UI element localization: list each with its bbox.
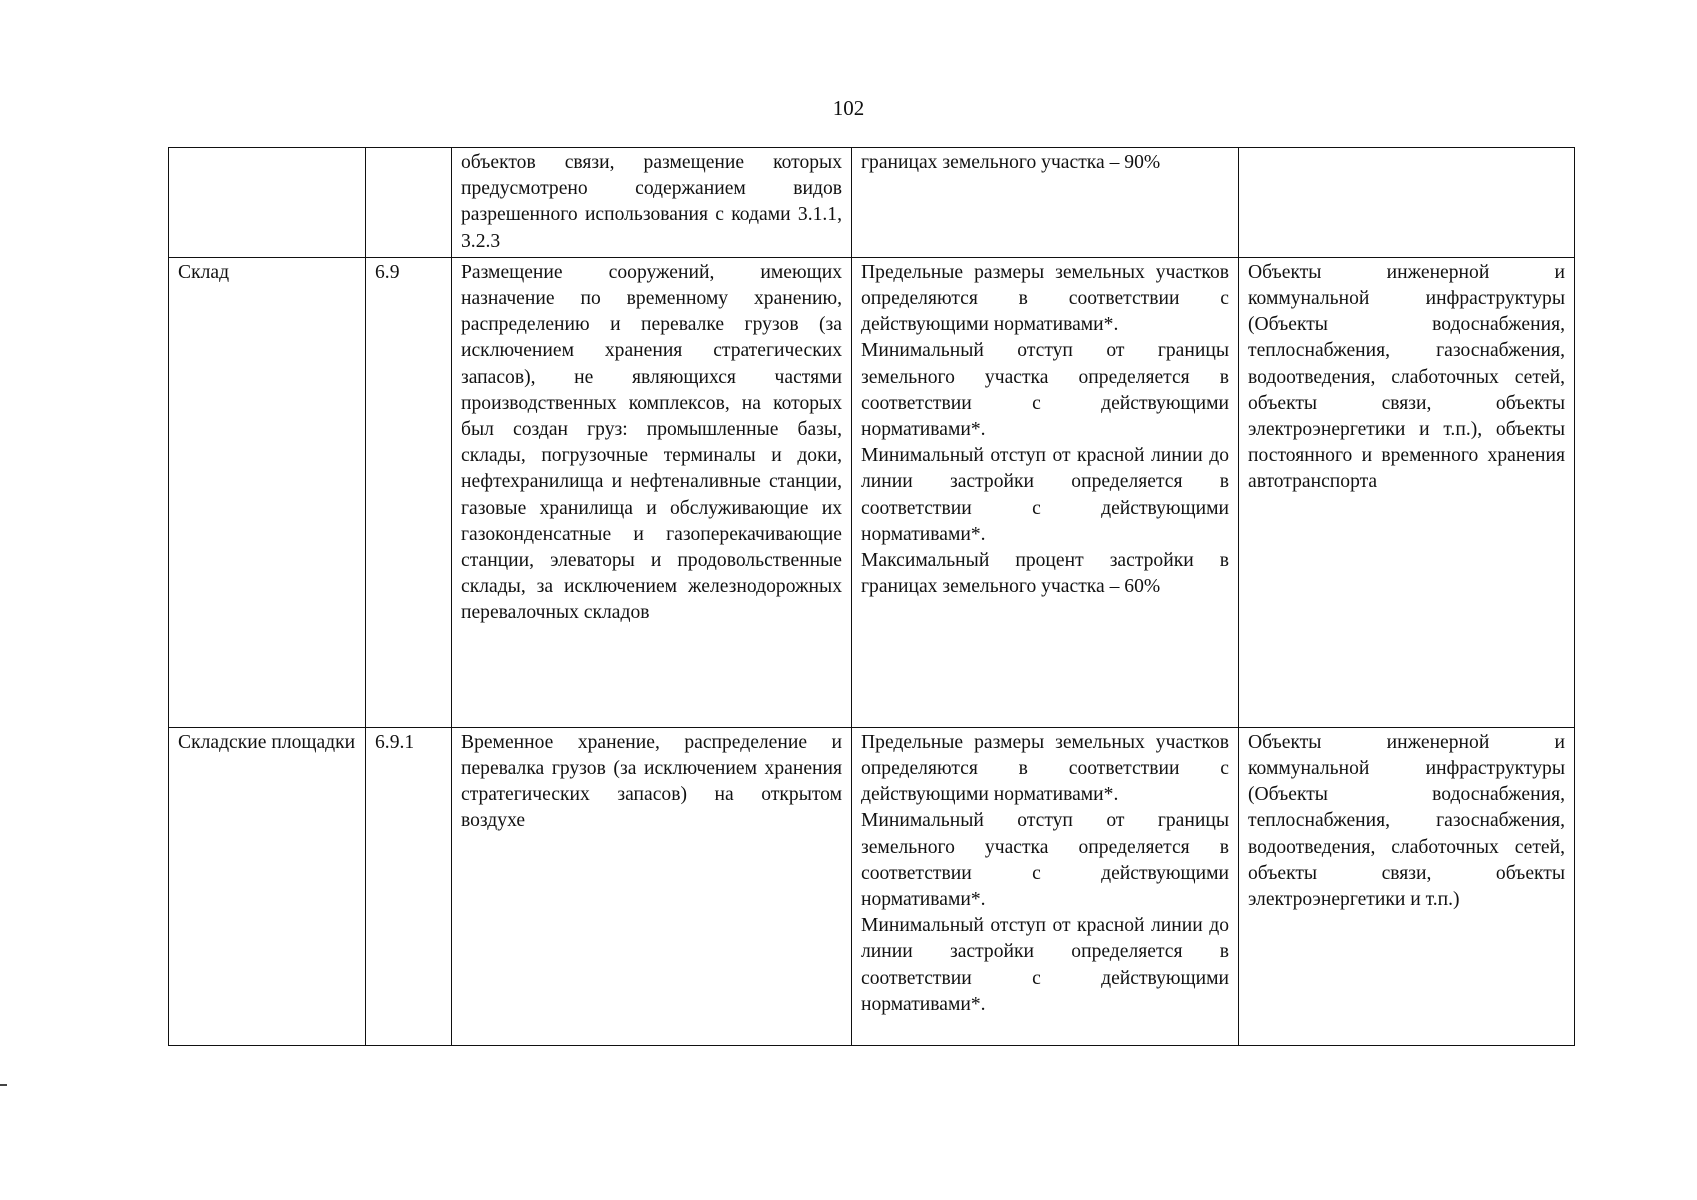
page-number: 102 bbox=[832, 96, 865, 120]
description-paragraph: объектов связи, размещение которых предусмотрено содержанием видов разрешенного использования с кодами 3.1.1, 3.2.3 bbox=[461, 152, 842, 252]
parameter-paragraph: Минимальный отступ от красной линии до линии застройки определяется в соответствии с действующими нормативами*. bbox=[861, 445, 1229, 545]
description-paragraph: Временное хранение, распределение и перевалка грузов (за исключением хранения стратегических запасов) на открытом воздухе bbox=[461, 731, 842, 832]
parameters-cell bbox=[852, 148, 1239, 258]
use-description-cell bbox=[452, 727, 852, 1045]
use-code-cell bbox=[366, 148, 452, 258]
parameter-paragraph: границах земельного участка – 90% bbox=[861, 152, 1161, 173]
auxiliary-uses-cell: Объекты инженерной и коммунальной инфраструктуры (Объекты водоснабжения, теплоснабжения, газоснабжения, водоотведения, слаботочных сетей, объекты связи, объекты электроэнергетики и т.п.), объекты постоянного и временного хранения автотранспорта bbox=[1239, 257, 1575, 727]
table-row bbox=[169, 257, 1575, 727]
use-description-cell bbox=[452, 148, 852, 258]
parameter-paragraph: Минимальный отступ от красной линии до линии застройки определяется в соответствии с действующими нормативами*. bbox=[861, 915, 1229, 1015]
auxiliary-uses-cell bbox=[1239, 148, 1575, 258]
table-row bbox=[169, 148, 1575, 258]
table-row bbox=[169, 727, 1575, 1045]
land-use-table bbox=[168, 147, 1575, 1046]
description-paragraph: Размещение сооружений, имеющих назначение по временному хранению, распределению и перевалке грузов (за исключением хранения стратегических запасов), не являющихся частями производственных комплексов, на которых был создан груз: промышленные базы, склады, погрузочные терминалы и доки, нефтехранилища и нефтеналивные станции, газовые хранилища и обслуживающие их газоконденсатные и газоперекачивающие станции, элеваторы и продовольственные склады, за исключением железнодорожных перевалочных складов bbox=[461, 261, 842, 624]
parameters-cell bbox=[852, 727, 1239, 1045]
parameter-paragraph: Предельные размеры земельных участков определяются в соответствии с действующими нормативами*. bbox=[861, 731, 1229, 806]
parameter-paragraph: Минимальный отступ от границы земельного участка определяется в соответствии с действующими нормативами*. bbox=[861, 810, 1229, 911]
parameters-cell bbox=[852, 257, 1239, 727]
use-name-cell: Склад bbox=[169, 257, 366, 727]
parameter-paragraph: Предельные размеры земельных участков определяются в соответствии с действующими нормативами*. bbox=[861, 261, 1229, 336]
use-name-cell bbox=[169, 148, 366, 258]
parameter-paragraph: Минимальный отступ от границы земельного участка определяется в соответствии с действующими нормативами*. bbox=[861, 340, 1229, 441]
use-code-cell: 6.9 bbox=[366, 257, 452, 727]
use-description-cell bbox=[452, 257, 852, 727]
use-name-cell: Складские площадки bbox=[169, 727, 366, 1045]
auxiliary-uses-cell: Объекты инженерной и коммунальной инфраструктуры (Объекты водоснабжения, теплоснабжения, газоснабжения, водоотведения, слаботочных сетей, объекты связи, объекты электроэнергетики и т.п.) bbox=[1239, 727, 1575, 1045]
use-code-cell: 6.9.1 bbox=[366, 727, 452, 1045]
parameter-paragraph: Максимальный процент застройки в границах земельного участка – 60% bbox=[861, 550, 1229, 598]
scan-edge-mark bbox=[0, 1084, 7, 1086]
